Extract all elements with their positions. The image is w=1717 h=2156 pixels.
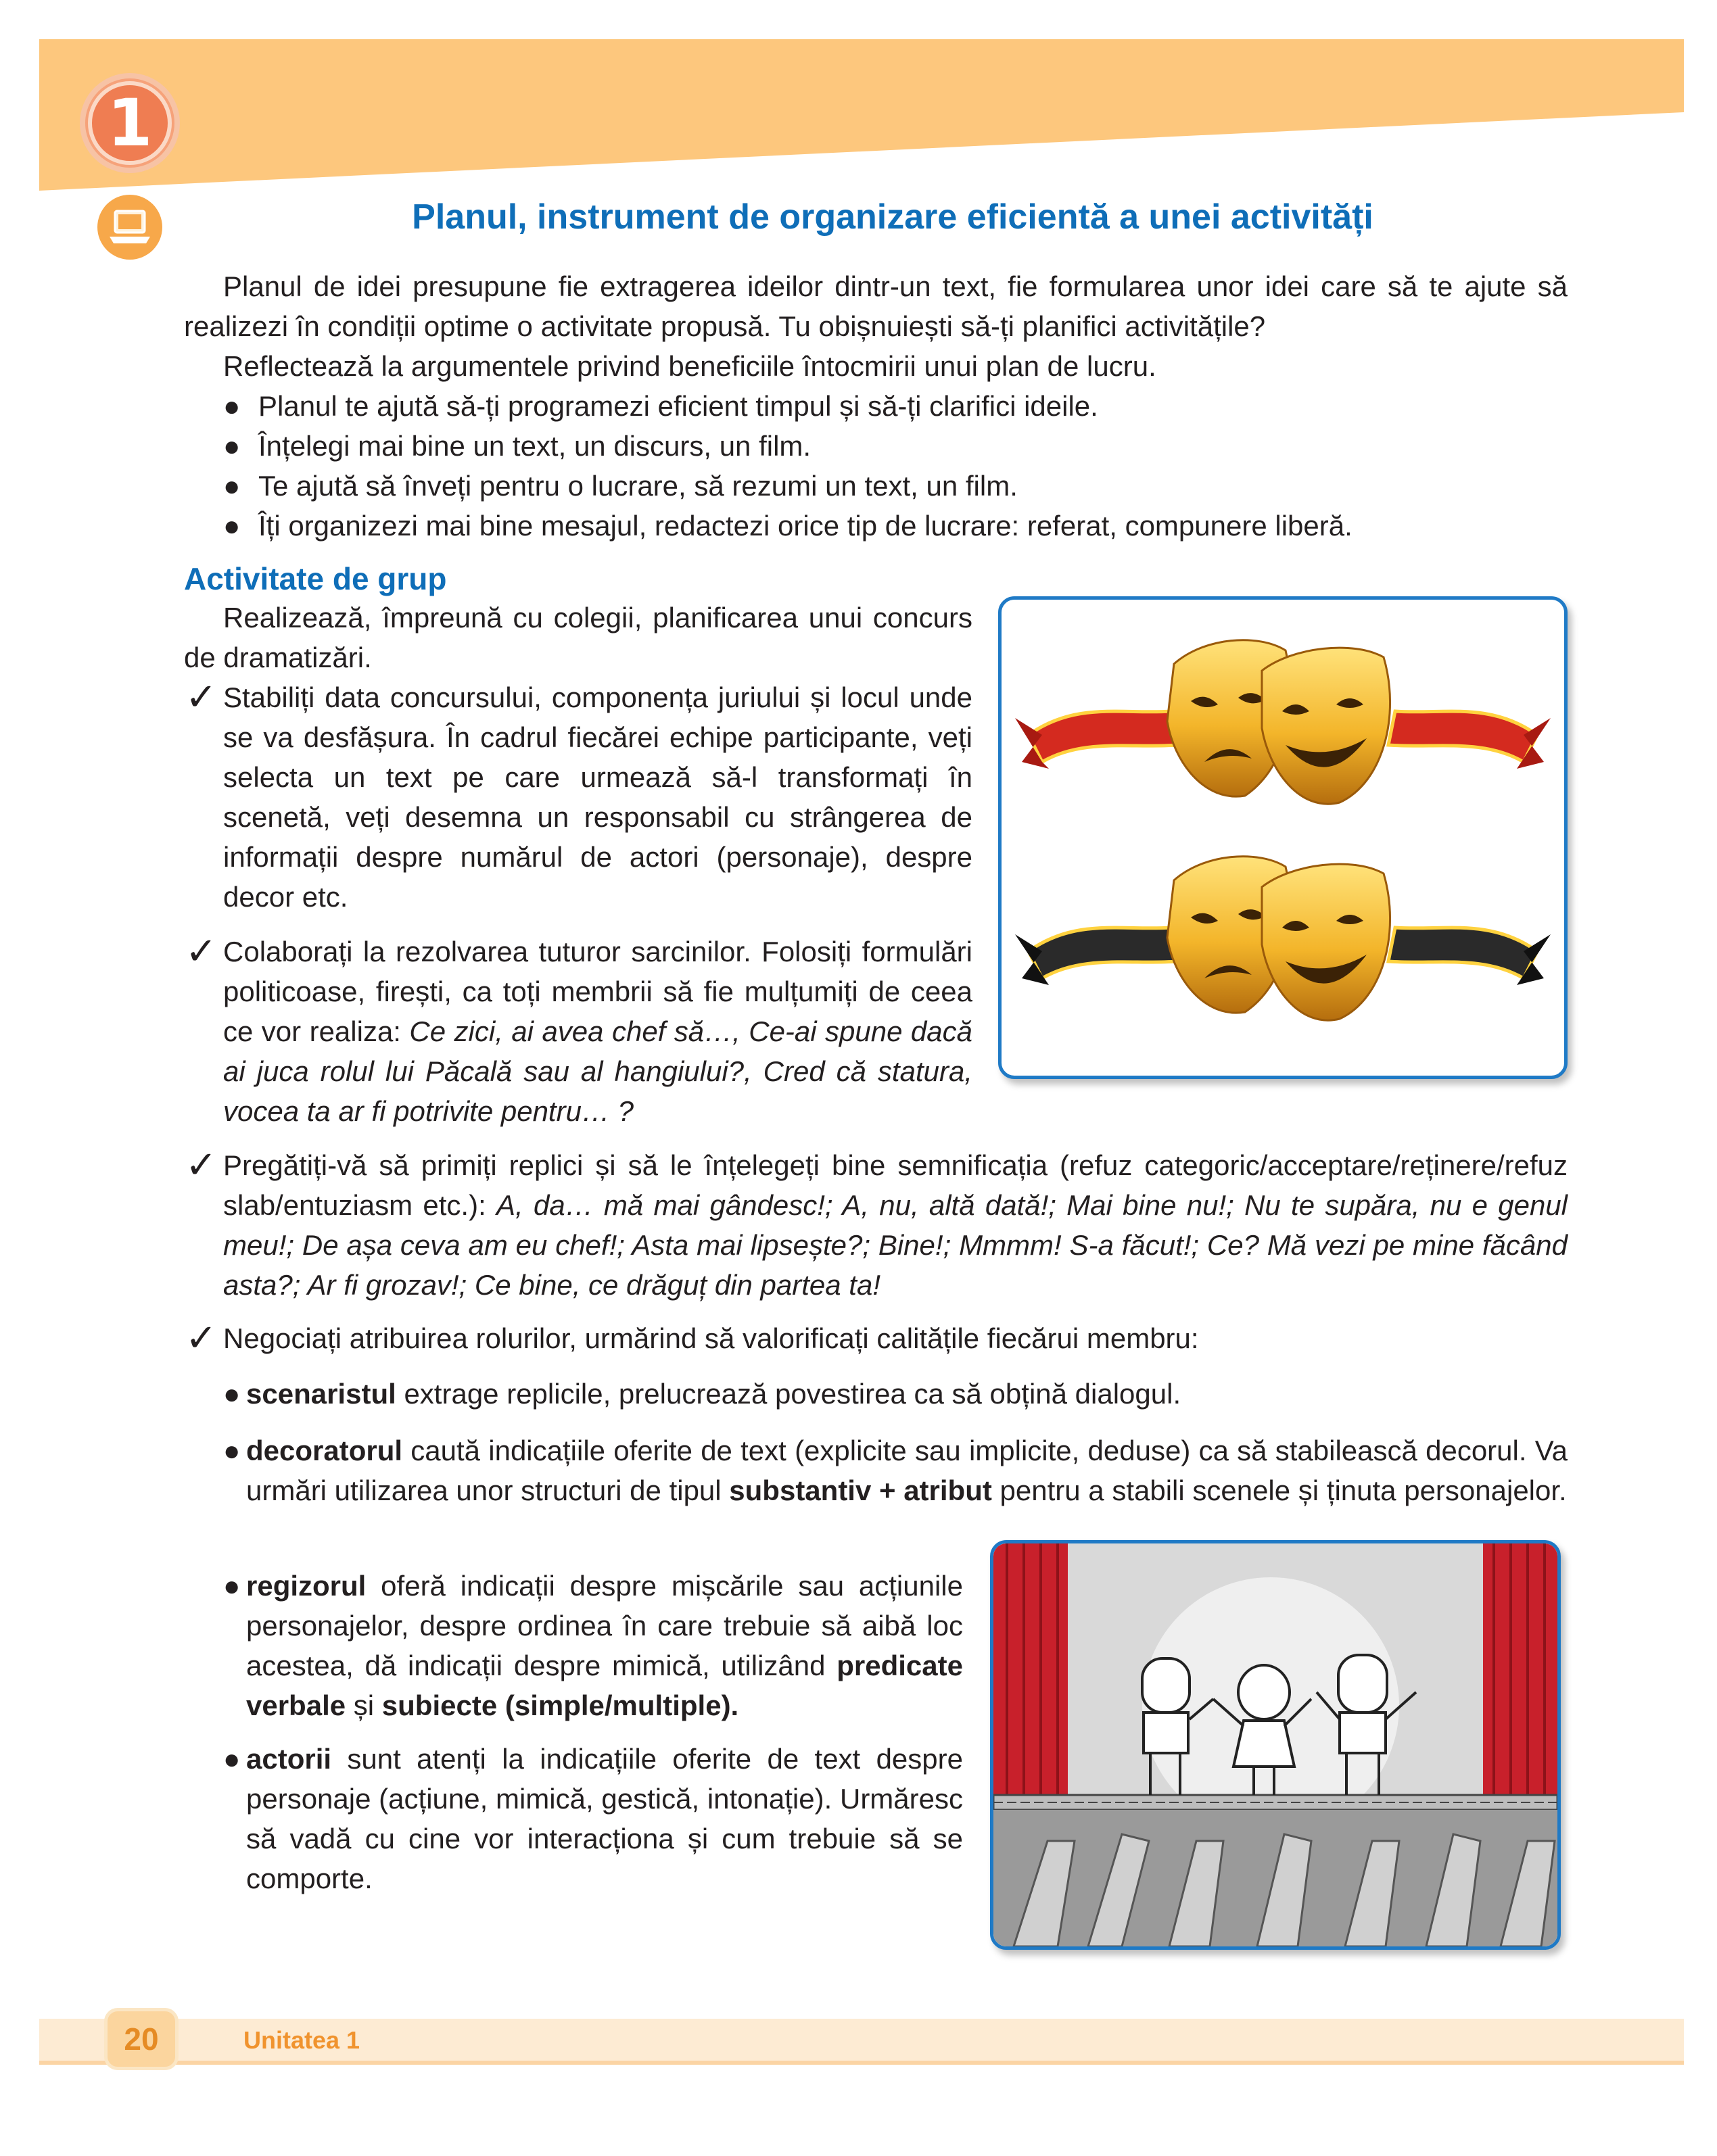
intro-bullet: ● Te ajută să înveți pentru o lucrare, să rezumi un text, un film.: [223, 466, 1018, 506]
activity-intro: Realizează, împreună cu colegii, planificarea unui concurs de dramatizări.: [184, 602, 972, 673]
page-title: Planul, instrument de organizare eficientă a unei activități: [412, 197, 1373, 237]
laptop-icon: [97, 195, 162, 260]
intro-bullet: ● Planul te ajută să-ți programezi eficient timpul și să-ți clarifici ideile.: [223, 386, 1098, 426]
section-heading: Activitate de grup: [184, 561, 447, 596]
clapping-audience: [993, 1810, 1557, 1946]
role-actori: actorii sunt atenți la indicațiile oferite de text despre personaje (acțiune, mimică, gestică, intonație). Urmăresc să vadă cu cine vor interacționa și cum trebuie să se comporte.: [246, 1743, 963, 1894]
page-number: 20: [104, 2008, 179, 2070]
intro-bullet: ● Înțelegi mai bine un text, un discurs, un film.: [223, 426, 811, 466]
activity-step: Negociați atribuirea rolurilor, urmărind să valorificați calitățile fiecărui membru:: [223, 1322, 1199, 1354]
role-regizor: regizorul oferă indicații despre mișcările sau acțiunile personajelor, despre ordinea în care trebuie să aibă loc acestea, dă indicații despre mimică, utilizând predicate verbale și subiecte (simple/multiple).: [246, 1570, 963, 1721]
activity-step: Colaborați la rezolvarea tuturor sarcinilor. Folosiți formulări politicoase, firești, ca toți membrii să fie mulțumiți de ceea ce vor realiza: Ce zici, ai avea chef să…, Ce-ai spune dacă ai juca rolul lui Păcală sau al hangiului?, Cred că statura, vocea ta ar fi potrivite pentru… ?: [223, 936, 972, 1127]
activity-step: Pregătiți-vă să primiți replici și să le înțelegeți bine semnificația (refuz categoric/acceptare/reținere/refuz slab/entuziasm etc.): A, da… mă mai gândesc!; A, nu, altă dată!; Mai bine nu!; Nu te supăra, nu e genul meu!; De așa ceva am eu chef!; Asta mai lipsește?; Bine!; Mmmm! S-a făcut!; Ce? Mă vezi pe mine făcând asta?; Ar fi grozav!; Ce bine, ce drăguț din partea ta!: [223, 1149, 1568, 1301]
header-band: [39, 39, 1684, 195]
checkmark-icon: ✓: [185, 930, 217, 974]
happy-mask: [1262, 648, 1390, 804]
bullet-dot-icon: ●: [223, 1435, 241, 1466]
bullet-dot-icon: ●: [223, 1570, 241, 1602]
intro-reflect: Reflectează la argumentele privind beneficiile întocmirii unui plan de lucru.: [223, 350, 1156, 382]
unit-label: Unitatea 1: [243, 2026, 360, 2054]
unit-number: 1: [88, 81, 172, 165]
intro-paragraph: Planul de idei presupune fie extragerea ideilor dintr-un text, fie formularea unor idei care să te ajute să realizezi în condiții optime o activitate propusă. Tu obișnuiești să-ți planifici activitățile?: [184, 270, 1568, 342]
bullet-dot-icon: ●: [223, 1378, 241, 1410]
footer-line: [39, 2061, 1684, 2065]
checkmark-icon: ✓: [185, 1316, 217, 1360]
bullet-dot-icon: ●: [223, 1743, 241, 1775]
role-scenarist: ● scenaristul extrage replicile, prelucrează povestirea ca să obțină dialogul.: [223, 1374, 1568, 1414]
bullet-dot-icon: ●: [223, 470, 241, 502]
checkmark-icon: ✓: [185, 1143, 217, 1187]
checkmark-icon: ✓: [185, 675, 217, 719]
bullet-dot-icon: ●: [223, 510, 241, 542]
theater-masks-image: [998, 596, 1568, 1079]
stage-image: [990, 1540, 1561, 1950]
activity-step: Stabiliți data concursului, componența juriului și locul unde se va desfășura. În cadrul fiecărei echipe participante, veți selecta un text pe care urmează să-l transformați în scenetă, veți desemna un responsabil cu strângerea de informații despre numărul de actori (personaje), despre decor etc.: [223, 681, 972, 913]
bullet-dot-icon: ●: [223, 430, 241, 462]
role-decorator: decoratorul caută indicațiile oferite de text (explicite sau implicite, deduse) ca să stabilească decorul. Va urmări utilizarea unor structuri de tipul substantiv + atribut pentru a stabili scenele și ținuta personajelor.: [246, 1435, 1568, 1506]
happy-mask: [1262, 864, 1390, 1020]
intro-bullet: ● Îți organizezi mai bine mesajul, redactezi orice tip de lucrare: referat, compunere liberă.: [223, 506, 1353, 546]
bullet-dot-icon: ●: [223, 390, 241, 422]
